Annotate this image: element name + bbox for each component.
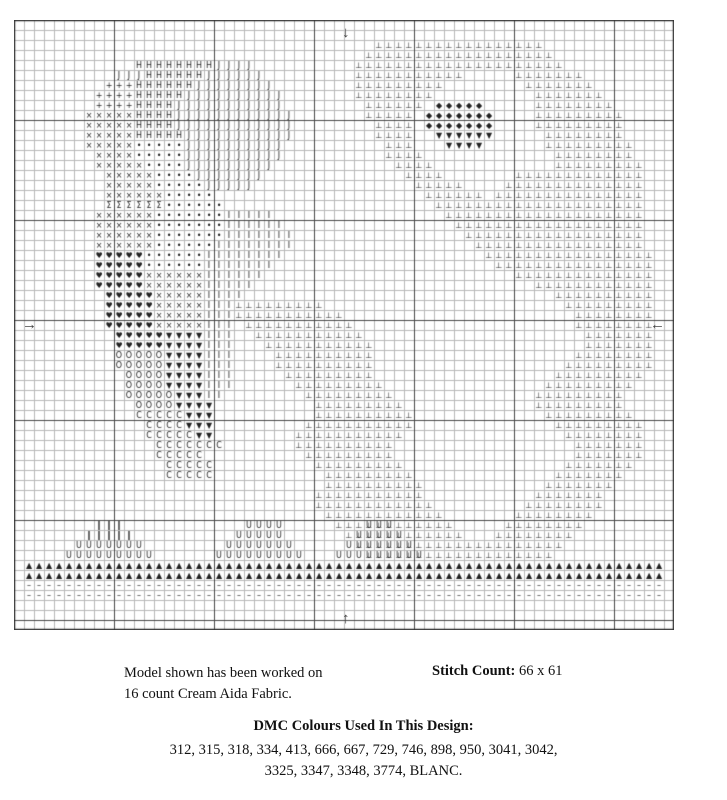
dmc-list-line1: 312, 315, 318, 334, 413, 666, 667, 729, 746, 898, 950, 3041, 3042, bbox=[169, 742, 558, 758]
stitch-count-value: 66 x 61 bbox=[519, 663, 563, 679]
model-note-line1: Model shown has been worked on bbox=[124, 665, 323, 681]
center-arrow-bottom: ↑ bbox=[342, 611, 350, 627]
stitch-count bbox=[432, 663, 563, 680]
stitch-count-label: Stitch Count: bbox=[432, 663, 516, 679]
center-arrow-top: ↓ bbox=[342, 25, 350, 41]
stitch-grid bbox=[14, 20, 674, 630]
center-arrow-right: ← bbox=[650, 317, 665, 333]
dmc-colours-list bbox=[0, 740, 727, 782]
dmc-list-line2: 3325, 3347, 3348, 3774, BLANC. bbox=[264, 763, 463, 779]
model-note-line2: 16 count Cream Aida Fabric. bbox=[124, 686, 292, 702]
stitch-grid-canvas bbox=[14, 20, 674, 630]
chart-footer bbox=[0, 650, 727, 800]
center-arrow-left: → bbox=[22, 317, 37, 333]
dmc-colours-title: DMC Colours Used In This Design: bbox=[253, 718, 474, 734]
model-note bbox=[124, 663, 323, 705]
